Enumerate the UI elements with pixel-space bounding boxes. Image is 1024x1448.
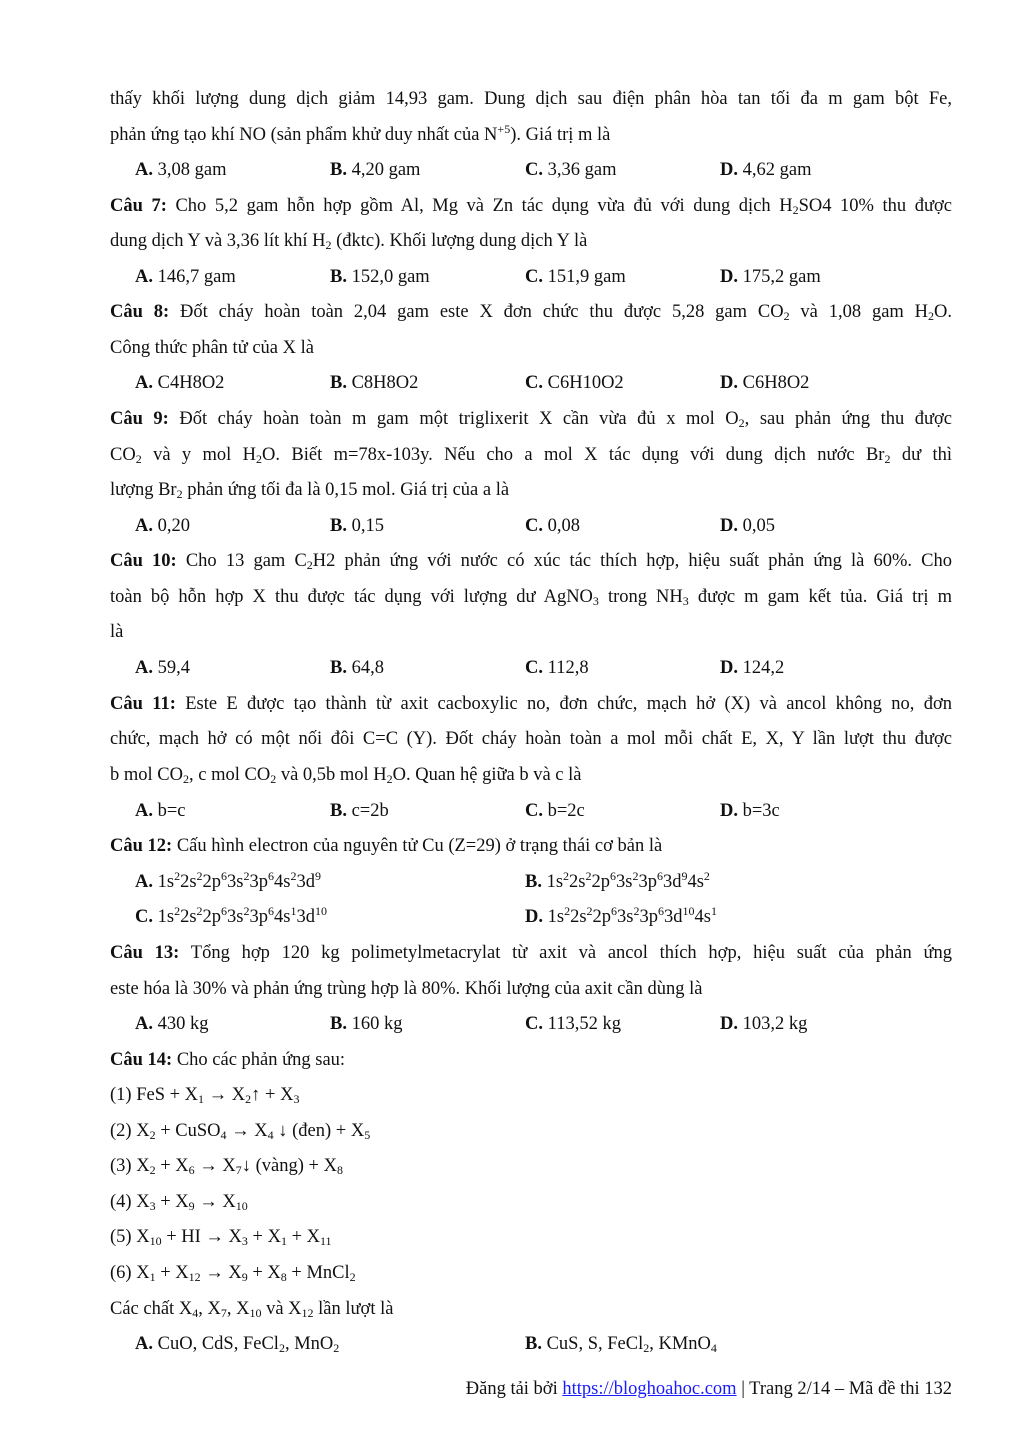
q14-reaction-3 [110, 1155, 952, 1177]
question-text: Đốt cháy hoàn toàn m gam một triglixerit X cần vừa đủ x mol $O_2$, sau phản ứng thu được [179, 409, 953, 430]
q12-option-a [135, 871, 321, 893]
option-text: 59,4 [157, 658, 190, 678]
option-text: 4,62 gam [742, 160, 812, 180]
q6-text-line-2 [110, 124, 952, 146]
q14-option-b [525, 1333, 717, 1355]
q9-option-c [525, 515, 580, 537]
reaction-text: (2) $X_2$ + CuSO$_4$ → $X_4$ ↓ (đen) + $X_5$ [110, 1121, 371, 1142]
q12-text-line-1 [110, 835, 952, 857]
q13-option-b [330, 1013, 402, 1035]
reaction-text: (5) $X_{10}$ + HI → $X_3 + X_1 + X_{11}$ [110, 1227, 332, 1248]
question-label: Câu 9: [110, 409, 169, 429]
page-footer [466, 1378, 952, 1400]
option-letter: B. [330, 160, 347, 180]
option-letter: A. [135, 160, 153, 180]
option-letter: D. [525, 907, 543, 927]
q9-option-d [720, 515, 775, 537]
reaction-text: (4) $X_3 + X_9 \to X_{10}$ [110, 1192, 248, 1213]
q10-text-line-3 [110, 621, 952, 643]
question-text: b mol $CO_2$, c mol $CO_2$ và 0,5b mol $H_2O$. Quan hệ giữa b và c là [110, 765, 582, 786]
q14-text-line-1 [110, 1049, 952, 1071]
q8-option-a [135, 372, 224, 394]
option-letter: A. [135, 373, 153, 393]
question-label: Câu 12: [110, 836, 173, 856]
option-letter: B. [330, 658, 347, 678]
question-text: Este E được tạo thành từ axit cacboxylic no, đơn chức, mạch hở (X) và ancol không no, đơn [185, 694, 953, 714]
q6-text-line-2-a: phản ứng tạo khí NO (sản phẩm khử duy nhất của $N^{+5}$). Giá trị m là [110, 122, 611, 145]
option-letter: B. [330, 1014, 347, 1034]
option-text: $1s^22s^22p^63s^23p^64s^13d^{10}$ [157, 904, 327, 927]
footer-prefix: Đăng tải bởi [465, 1379, 558, 1399]
option-letter: A. [135, 267, 153, 287]
q8-text-line-1 [110, 301, 952, 323]
q14-text-line-2 [110, 1298, 952, 1320]
option-letter: D. [720, 658, 738, 678]
q7-option-c [525, 266, 626, 288]
reaction-text: (1) FeS + $X_1$ → $X_2↑ + X_3$ [110, 1085, 300, 1106]
q10-text-line-2 [110, 586, 952, 608]
option-text: 113,52 kg [547, 1014, 621, 1034]
option-text: CuS, S, FeCl$_2$, KMnO$_4$ [546, 1334, 717, 1355]
option-text: C6H10O2 [547, 373, 624, 393]
q7-option-b [330, 266, 430, 288]
option-text: 0,05 [742, 516, 775, 536]
option-letter: A. [135, 1014, 153, 1034]
q14-option-a [135, 1333, 339, 1355]
option-text: 151,9 gam [547, 267, 626, 287]
option-text: $1s^22s^22p^63s^23p^63d^{10}4s^1$ [547, 904, 717, 927]
q12-option-b [525, 871, 710, 893]
q8-option-c [525, 372, 624, 394]
q9-option-a [135, 515, 190, 537]
option-letter: C. [135, 907, 153, 927]
q7-option-a [135, 266, 236, 288]
q9-text-line-1 [110, 408, 952, 430]
option-letter: A. [135, 658, 153, 678]
option-letter: D. [720, 160, 738, 180]
q14-reaction-5 [110, 1226, 952, 1248]
q9-text-line-2 [110, 444, 952, 466]
q11-option-a [135, 800, 186, 822]
option-letter: C. [525, 658, 543, 678]
option-text: 0,20 [157, 516, 190, 536]
option-letter: D. [720, 267, 738, 287]
q8-option-b [330, 372, 418, 394]
question-label: Câu 8: [110, 302, 170, 322]
q14-reaction-2 [110, 1120, 952, 1142]
question-text: chức, mạch hở có một nối đôi C=C (Y). Đốt cháy hoàn toàn a mol mỗi chất E, X, Y lần lượt thu được [110, 729, 952, 749]
q13-text-line-1 [110, 942, 952, 964]
question-label: Câu 7: [110, 196, 167, 216]
q7-option-d [720, 266, 821, 288]
question-text: Cho 13 gam $C_2H2$ phản ứng với nước có xúc tác thích hợp, hiệu suất phản ứng là 60%. Cho [185, 551, 953, 572]
option-letter: D. [720, 373, 738, 393]
q7-text-line-1 [110, 195, 952, 217]
option-text: $1s^22s^22p^63s^23p^64s^23d^9$ [157, 869, 321, 892]
option-letter: C. [525, 160, 543, 180]
question-text: Công thức phân tử của X là [110, 338, 314, 358]
option-text: C8H8O2 [351, 373, 419, 393]
q14-reaction-6 [110, 1262, 952, 1284]
q12-option-d [525, 906, 717, 928]
q6-option-b [330, 159, 420, 181]
q11-text-line-3 [110, 764, 952, 786]
q13-option-c [525, 1013, 621, 1035]
q6-text-line-1: thấy khối lượng dung dịch giảm 14,93 gam. Dung dịch sau điện phân hòa tan tối đa m gam bột Fe, [110, 89, 952, 109]
option-text: c=2b [351, 801, 389, 821]
option-letter: B. [330, 801, 347, 821]
question-text: Cho 5,2 gam hỗn hợp gồm Al, Mg và Zn tác dụng vừa đủ với dung dịch $H_2SO4$ 10% thu được [175, 196, 953, 217]
option-letter: D. [720, 516, 738, 536]
q13-text-line-2 [110, 978, 952, 1000]
q9-text-line-3 [110, 479, 952, 501]
option-text: 175,2 gam [742, 267, 821, 287]
option-text: C6H8O2 [742, 373, 810, 393]
option-letter: C. [525, 373, 543, 393]
question-label: Câu 11: [110, 694, 176, 714]
option-letter: B. [525, 1334, 542, 1354]
q11-option-c [525, 800, 585, 822]
question-text: toàn bộ hỗn hợp X thu được tác dụng với lượng dư AgNO$_3$ trong $NH_3$ được m gam kết tủa. Giá trị m [110, 587, 952, 608]
q14-reaction-1 [110, 1084, 952, 1106]
q10-option-b [330, 657, 384, 679]
option-letter: B. [330, 267, 347, 287]
question-text: Cấu hình electron của nguyên tử Cu (Z=29) ở trạng thái cơ bản là [176, 836, 663, 856]
question-label: Câu 13: [110, 943, 180, 963]
question-text: Cho các phản ứng sau: [176, 1050, 346, 1070]
option-letter: D. [720, 1014, 738, 1034]
option-letter: C. [525, 801, 543, 821]
question-text: Các chất $X_4$, $X_7$, $X_{10}$ và $X_{12}$ lần lượt là [110, 1299, 394, 1320]
q6-option-d [720, 159, 811, 181]
option-text: 103,2 kg [742, 1014, 808, 1034]
option-text: $1s^22s^22p^63s^23p^63d^94s^2$ [546, 869, 710, 892]
option-text: 152,0 gam [351, 267, 430, 287]
q8-option-d [720, 372, 809, 394]
q10-option-d [720, 657, 784, 679]
option-letter: C. [525, 516, 543, 536]
q10-text-line-1 [110, 550, 952, 572]
option-letter: A. [135, 872, 153, 892]
option-letter: A. [135, 801, 153, 821]
question-label: Câu 10: [110, 551, 177, 571]
question-text: lượng $Br_2$ phản ứng tối đa là 0,15 mol. Giá trị của a là [110, 480, 510, 501]
reaction-text: (3) $X_2 + X_6$ → $X_7↓$ (vàng) + $X_8$ [110, 1156, 343, 1177]
question-text: là [110, 622, 124, 642]
option-text: 64,8 [351, 658, 384, 678]
option-text: C4H8O2 [157, 373, 225, 393]
q6-option-a [135, 159, 226, 181]
q11-text-line-2 [110, 728, 952, 750]
question-label: Câu 14: [110, 1050, 173, 1070]
option-text: 430 kg [157, 1014, 209, 1034]
question-text: $CO_2$ và y mol $H_2O$. Biết m=78x-103y. Nếu cho a mol X tác dụng với dung dịch nước $Br_2$ dư thì [110, 445, 953, 466]
q13-option-a [135, 1013, 209, 1035]
q8-text-line-2 [110, 337, 952, 359]
question-text: este hóa là 30% và phản ứng trùng hợp là 80%. Khối lượng của axit cần dùng là [110, 979, 703, 999]
q10-option-c [525, 657, 589, 679]
footer-page-info: | Trang 2/14 – Mã đề thi 132 [741, 1379, 952, 1399]
option-letter: B. [330, 373, 347, 393]
option-text: 124,2 [742, 658, 785, 678]
q11-option-b [330, 800, 389, 822]
question-text: Tổng hợp 120 kg polimetylmetacrylat từ axit và ancol thích hợp, hiệu suất của phản ứng [190, 943, 952, 963]
option-letter: A. [135, 516, 153, 536]
footer-link[interactable]: https://bloghoahoc.com [562, 1379, 737, 1399]
q10-option-a [135, 657, 190, 679]
q9-option-b [330, 515, 384, 537]
question-text: dung dịch Y và 3,36 lít khí $H_2$ (đktc). Khối lượng dung dịch Y là [110, 231, 588, 252]
option-text: 3,36 gam [547, 160, 617, 180]
option-text: b=2c [547, 801, 585, 821]
option-text: b=3c [742, 801, 780, 821]
option-text: 112,8 [547, 658, 589, 678]
option-text: 4,20 gam [351, 160, 421, 180]
option-text: 0,15 [351, 516, 384, 536]
q7-text-line-2 [110, 230, 952, 252]
option-letter: B. [525, 872, 542, 892]
option-text: 0,08 [547, 516, 580, 536]
option-text: 146,7 gam [157, 267, 236, 287]
q6-option-c [525, 159, 616, 181]
q11-text-line-1 [110, 693, 952, 715]
q14-reaction-4 [110, 1191, 952, 1213]
question-text: Đốt cháy hoàn toàn 2,04 gam este X đơn chức thu được 5,28 gam $CO_2$ và 1,08 gam $H_2O$. [180, 302, 953, 323]
q11-option-d [720, 800, 780, 822]
option-letter: A. [135, 1334, 153, 1354]
reaction-text: (6) $X_1 + X_{12} \to X_9 + X_8$ + MnCl$_2$ [110, 1263, 356, 1284]
option-text: 3,08 gam [157, 160, 227, 180]
option-letter: B. [330, 516, 347, 536]
q13-option-d [720, 1013, 807, 1035]
option-letter: C. [525, 1014, 543, 1034]
option-letter: C. [525, 267, 543, 287]
option-text: b=c [157, 801, 186, 821]
option-text: 160 kg [351, 1014, 403, 1034]
option-text: CuO, CdS, FeCl$_2$, MnO$_2$ [157, 1334, 340, 1355]
option-letter: D. [720, 801, 738, 821]
q12-option-c [135, 906, 327, 928]
